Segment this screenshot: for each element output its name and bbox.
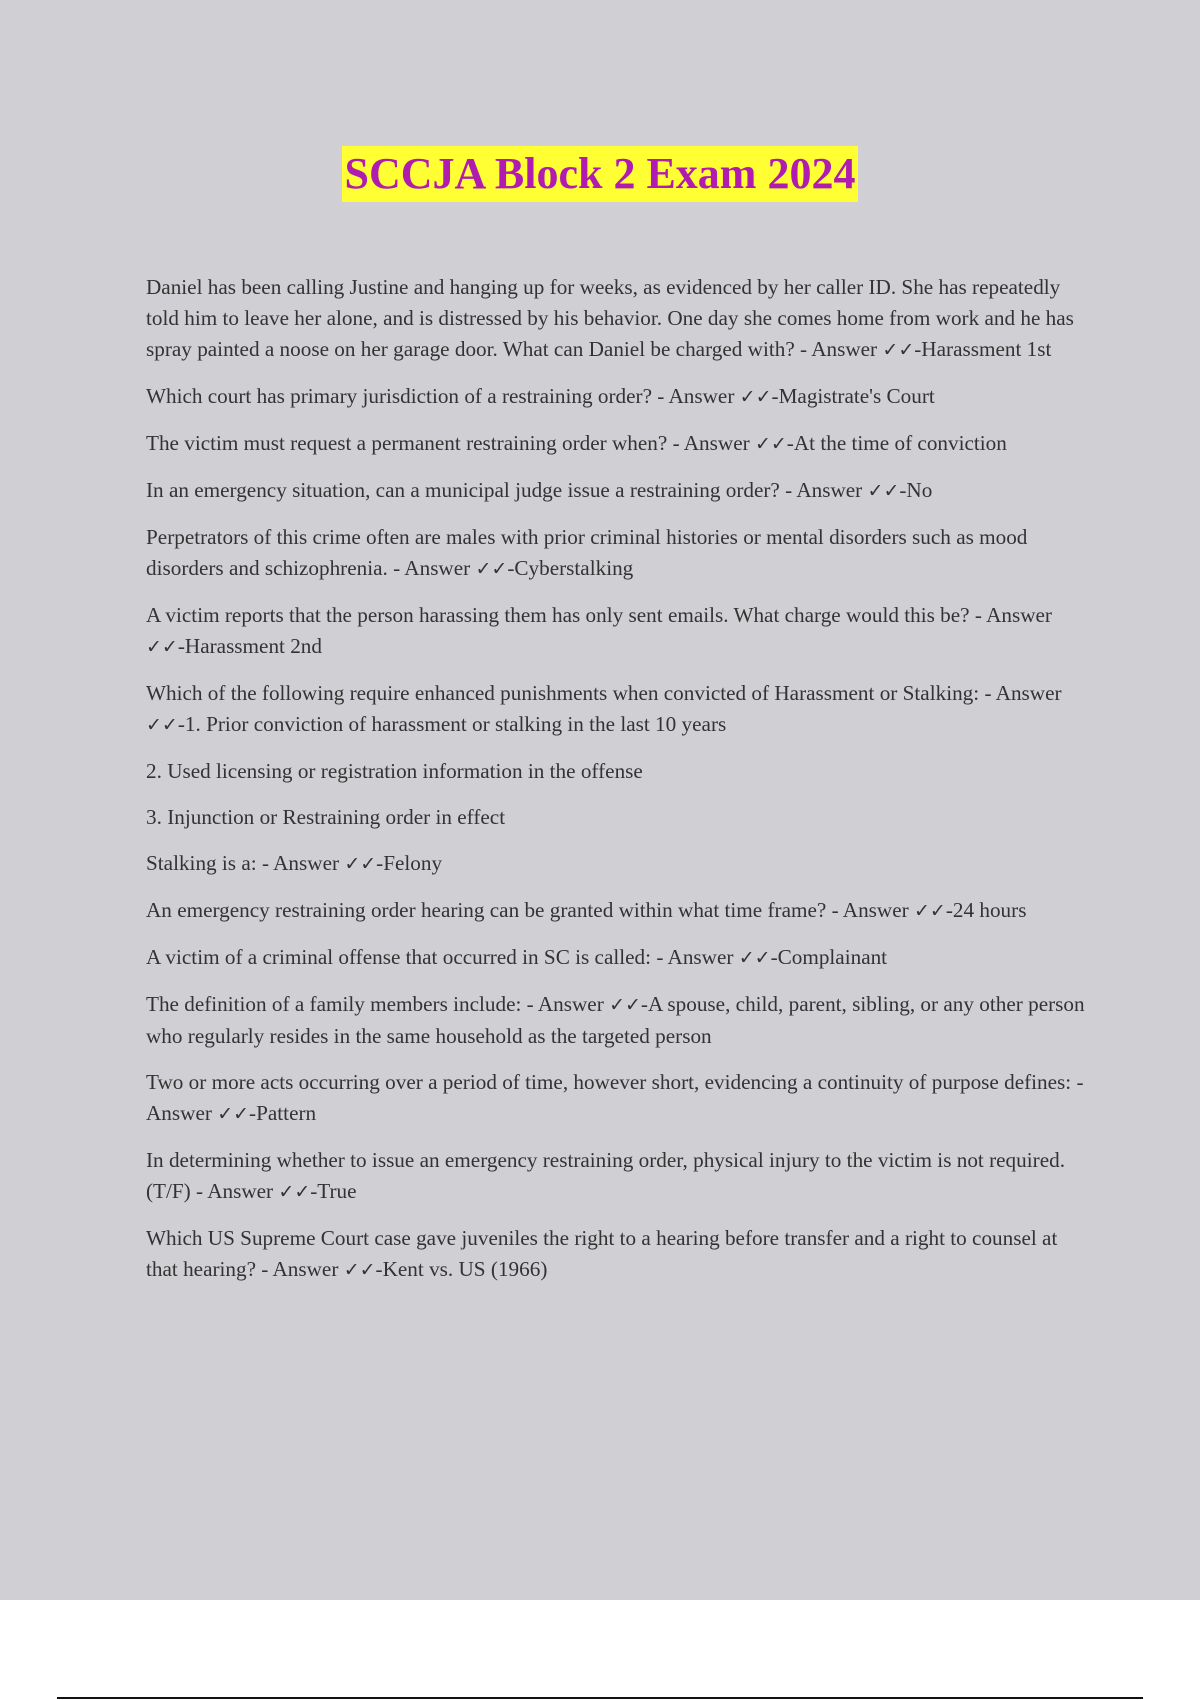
answer-label: Answer bbox=[146, 1101, 212, 1125]
answer-label: Answer bbox=[811, 337, 878, 361]
qa-item-11 bbox=[146, 895, 1094, 927]
double-check-icon: ✓✓ bbox=[344, 853, 377, 875]
title-container bbox=[0, 146, 1200, 202]
answer-text: -Complainant bbox=[770, 945, 888, 969]
answer-label: Answer bbox=[796, 478, 863, 502]
qa-item-15 bbox=[146, 1145, 1094, 1208]
double-check-icon: ✓✓ bbox=[217, 1103, 250, 1125]
answer-text: -At the time of conviction bbox=[786, 431, 1007, 455]
qa-item-12 bbox=[146, 942, 1094, 974]
double-check-icon: ✓✓ bbox=[913, 900, 946, 922]
answer-label: Answer bbox=[995, 681, 1062, 705]
qa-item-6 bbox=[146, 600, 1094, 663]
qa-list bbox=[146, 272, 1094, 1301]
question-text: Which court has primary jurisdiction of a restraining order? - bbox=[146, 384, 669, 408]
document-title: SCCJA Block 2 Exam 2024 bbox=[342, 146, 859, 202]
double-check-icon: ✓✓ bbox=[146, 714, 178, 736]
answer-label: Answer bbox=[667, 945, 734, 969]
qa-item-8 bbox=[146, 756, 1094, 787]
double-check-icon: ✓✓ bbox=[882, 339, 915, 361]
answer-text: -A spouse, child, parent, sibling, or any other person who regularly resides in the same household as the targeted person bbox=[146, 992, 1085, 1048]
question-text: Two or more acts occurring over a period of time, however short, evidencing a continuity of purpose defines: - bbox=[146, 1070, 1084, 1094]
answer-text: -1. Prior conviction of harassment or stalking in the last 10 years bbox=[177, 712, 727, 736]
answer-text: -Kent vs. US (1966) bbox=[375, 1257, 548, 1281]
qa-item-3 bbox=[146, 428, 1094, 460]
answer-label: Answer bbox=[272, 1257, 339, 1281]
double-check-icon: ✓✓ bbox=[343, 1259, 376, 1281]
double-check-icon: ✓✓ bbox=[146, 636, 178, 658]
question-text: The definition of a family members include: - bbox=[146, 992, 538, 1016]
qa-item-9 bbox=[146, 802, 1094, 833]
qa-item-1 bbox=[146, 272, 1094, 366]
answer-label: Answer bbox=[668, 384, 735, 408]
question-text: In an emergency situation, can a municipal judge issue a restraining order? - bbox=[146, 478, 797, 502]
qa-item-16 bbox=[146, 1223, 1094, 1286]
qa-item-4 bbox=[146, 475, 1094, 507]
answer-text: -Cyberstalking bbox=[507, 556, 634, 580]
list-text: 2. Used licensing or registration information in the offense bbox=[146, 759, 643, 783]
double-check-icon: ✓✓ bbox=[754, 433, 787, 455]
question-text: A victim reports that the person harassing them has only sent emails. What charge would this be? - bbox=[146, 603, 987, 627]
question-text: Which US Supreme Court case gave juveniles the right to a hearing before transfer and a right to counsel at that hearing? - bbox=[146, 1226, 1058, 1281]
answer-label: Answer bbox=[842, 898, 909, 922]
question-text: In determining whether to issue an emergency restraining order, physical injury to the victim is not required. (T/F) - bbox=[146, 1148, 1065, 1203]
double-check-icon: ✓✓ bbox=[278, 1181, 311, 1203]
qa-item-10 bbox=[146, 848, 1094, 880]
question-text: The victim must request a permanent restraining order when? - bbox=[146, 431, 684, 455]
question-text: Perpetrators of this crime often are males with prior criminal histories or mental disorders such as mood disorders and schizophrenia. - bbox=[146, 525, 1028, 580]
list-text: 3. Injunction or Restraining order in effect bbox=[146, 805, 506, 829]
qa-item-2 bbox=[146, 381, 1094, 413]
answer-text: -Harassment 1st bbox=[914, 337, 1052, 361]
double-check-icon: ✓✓ bbox=[609, 994, 641, 1016]
question-text: A victim of a criminal offense that occurred in SC is called: - bbox=[146, 945, 668, 969]
answer-text: -Pattern bbox=[249, 1101, 317, 1125]
answer-label: Answer bbox=[986, 603, 1052, 627]
qa-item-13 bbox=[146, 989, 1094, 1052]
footer-divider bbox=[57, 1697, 1143, 1699]
question-text: An emergency restraining order hearing can be granted within what time frame? - bbox=[146, 898, 843, 922]
question-text: Stalking is a: - bbox=[146, 851, 274, 875]
answer-text: -Harassment 2nd bbox=[177, 634, 322, 658]
qa-item-7 bbox=[146, 678, 1094, 741]
question-text: Daniel has been calling Justine and hanging up for weeks, as evidenced by her caller ID. She has repeatedly told him to leave her alone, and is distressed by his behavior. One day she comes home from work and he has spray painted a noose on her garage door. What can Daniel be charged with? - bbox=[146, 275, 1074, 361]
double-check-icon: ✓✓ bbox=[475, 558, 508, 580]
answer-text: -Magistrate's Court bbox=[771, 384, 935, 408]
qa-item-5 bbox=[146, 522, 1094, 585]
answer-text: -24 hours bbox=[945, 898, 1027, 922]
double-check-icon: ✓✓ bbox=[867, 480, 900, 502]
answer-label: Answer bbox=[683, 431, 750, 455]
answer-text: -True bbox=[310, 1179, 357, 1203]
answer-label: Answer bbox=[273, 851, 340, 875]
qa-item-14 bbox=[146, 1067, 1094, 1130]
answer-label: Answer bbox=[404, 556, 471, 580]
double-check-icon: ✓✓ bbox=[739, 386, 772, 408]
double-check-icon: ✓✓ bbox=[738, 947, 771, 969]
answer-text: -No bbox=[899, 478, 933, 502]
answer-label: Answer bbox=[207, 1179, 274, 1203]
answer-text: -Felony bbox=[376, 851, 443, 875]
answer-label: Answer bbox=[537, 992, 604, 1016]
question-text: Which of the following require enhanced punishments when convicted of Harassment or Stalking: - bbox=[146, 681, 996, 705]
